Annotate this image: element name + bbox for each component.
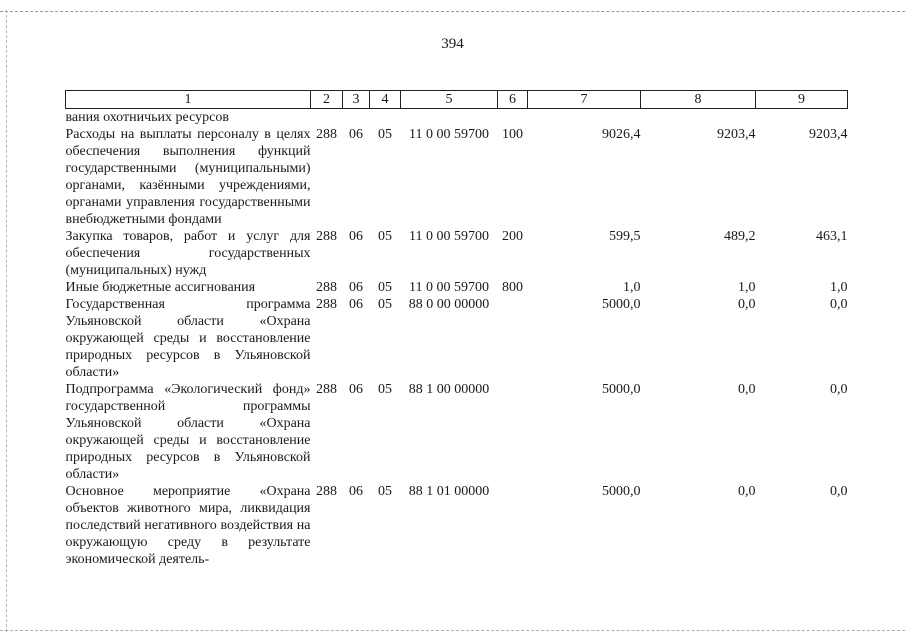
- row-pr: 05: [378, 127, 392, 142]
- table-row: [66, 228, 848, 279]
- table-row: [66, 279, 848, 296]
- row-rz: 06: [349, 297, 363, 312]
- row-gr: 288: [316, 280, 337, 295]
- row-csr: 11 0 00 59700: [409, 127, 489, 142]
- row-pr: 05: [378, 484, 392, 499]
- row-value-1: 5000,0: [602, 297, 641, 312]
- row-value-3: 1,0: [830, 280, 848, 295]
- row-value-1: 1,0: [623, 280, 641, 295]
- row-value-2: [641, 109, 756, 127]
- row-csr: 88 1 01 00000: [408, 484, 490, 499]
- column-header: 3: [343, 91, 370, 109]
- row-name: вания охотничьих ресурсов: [65, 110, 229, 125]
- row-vr: [498, 381, 528, 483]
- row-rz: 06: [349, 280, 363, 295]
- column-header: 5: [401, 91, 498, 109]
- row-rz: 06: [349, 484, 363, 499]
- row-value-1: 5000,0: [602, 382, 641, 397]
- row-gr: 288: [316, 229, 337, 244]
- row-gr: 288: [316, 297, 337, 312]
- row-csr: 11 0 00 59700: [409, 280, 489, 295]
- left-scan-border: [6, 10, 7, 632]
- row-name: Закупка товаров, работ и услуг для обеспечения государственных (муниципальных) нужд: [65, 229, 311, 278]
- row-name: Основное мероприятие «Охрана объектов животного мира, ликвидация последствий негативного воздействия на окружающую среду в результате экономической деятель-: [65, 484, 311, 567]
- row-value-1: 599,5: [609, 229, 641, 244]
- table-row: [66, 109, 848, 127]
- row-pr: 05: [378, 382, 392, 397]
- row-rz: 06: [349, 229, 363, 244]
- bottom-scan-border: [0, 630, 905, 631]
- column-header: 2: [311, 91, 343, 109]
- top-scan-border: [0, 11, 905, 12]
- budget-table: [65, 90, 848, 568]
- page-number: 394: [441, 36, 464, 52]
- row-value-2: 0,0: [738, 484, 756, 499]
- row-name: Иные бюджетные ассигнования: [65, 280, 256, 295]
- row-value-3: 0,0: [830, 382, 848, 397]
- row-rz: 06: [349, 382, 363, 397]
- table-row: [66, 483, 848, 568]
- row-value-2: 0,0: [738, 297, 756, 312]
- row-pr: 05: [378, 229, 392, 244]
- row-value-3: 0,0: [830, 297, 848, 312]
- row-rz: [343, 109, 370, 127]
- row-name: Расходы на выплаты персоналу в целях обеспечения выполнения функций государственными (муниципальными) органами, казёнными учреждениями, органами управления государственными внебюджетными фондами: [65, 127, 311, 227]
- column-header: 9: [756, 91, 848, 109]
- row-csr: 11 0 00 59700: [409, 229, 489, 244]
- row-pr: [370, 109, 401, 127]
- row-value-2: 0,0: [738, 382, 756, 397]
- row-rz: 06: [349, 127, 363, 142]
- row-vr: 800: [502, 280, 523, 295]
- column-header: 4: [370, 91, 401, 109]
- row-pr: 05: [378, 297, 392, 312]
- row-value-3: 0,0: [830, 484, 848, 499]
- table-row: [66, 126, 848, 228]
- row-gr: 288: [316, 484, 337, 499]
- row-csr: 88 0 00 00000: [408, 297, 490, 312]
- table-header-row: [66, 91, 848, 109]
- column-header: 7: [528, 91, 641, 109]
- row-value-1: [528, 109, 641, 127]
- row-csr: [401, 109, 498, 127]
- row-vr: [498, 296, 528, 381]
- row-vr: 100: [502, 127, 523, 142]
- row-gr: 288: [316, 127, 337, 142]
- row-value-3: [756, 109, 848, 127]
- row-value-2: 9203,4: [717, 127, 756, 142]
- row-vr: [498, 109, 528, 127]
- column-header: 8: [641, 91, 756, 109]
- row-csr: 88 1 00 00000: [408, 382, 490, 397]
- row-value-3: 9203,4: [809, 127, 848, 142]
- table-row: [66, 296, 848, 381]
- table-row: [66, 381, 848, 483]
- row-value-1: 9026,4: [602, 127, 641, 142]
- row-value-2: 1,0: [738, 280, 756, 295]
- row-value-1: 5000,0: [602, 484, 641, 499]
- row-gr: 288: [316, 382, 337, 397]
- row-vr: [498, 483, 528, 568]
- column-header: 1: [66, 91, 311, 109]
- row-name: Подпрограмма «Экологический фонд» государственной программы Ульяновской области «Охрана окружающей среды и восстановление природных ресурсов в Ульяновской области»: [65, 382, 311, 482]
- row-value-2: 489,2: [724, 229, 756, 244]
- column-header: 6: [498, 91, 528, 109]
- row-vr: 200: [502, 229, 523, 244]
- row-value-3: 463,1: [816, 229, 848, 244]
- row-pr: 05: [378, 280, 392, 295]
- row-gr: [311, 109, 343, 127]
- row-name: Государственная программа Ульяновской области «Охрана окружающей среды и восстановление природных ресурсов в Ульяновской области»: [65, 297, 311, 380]
